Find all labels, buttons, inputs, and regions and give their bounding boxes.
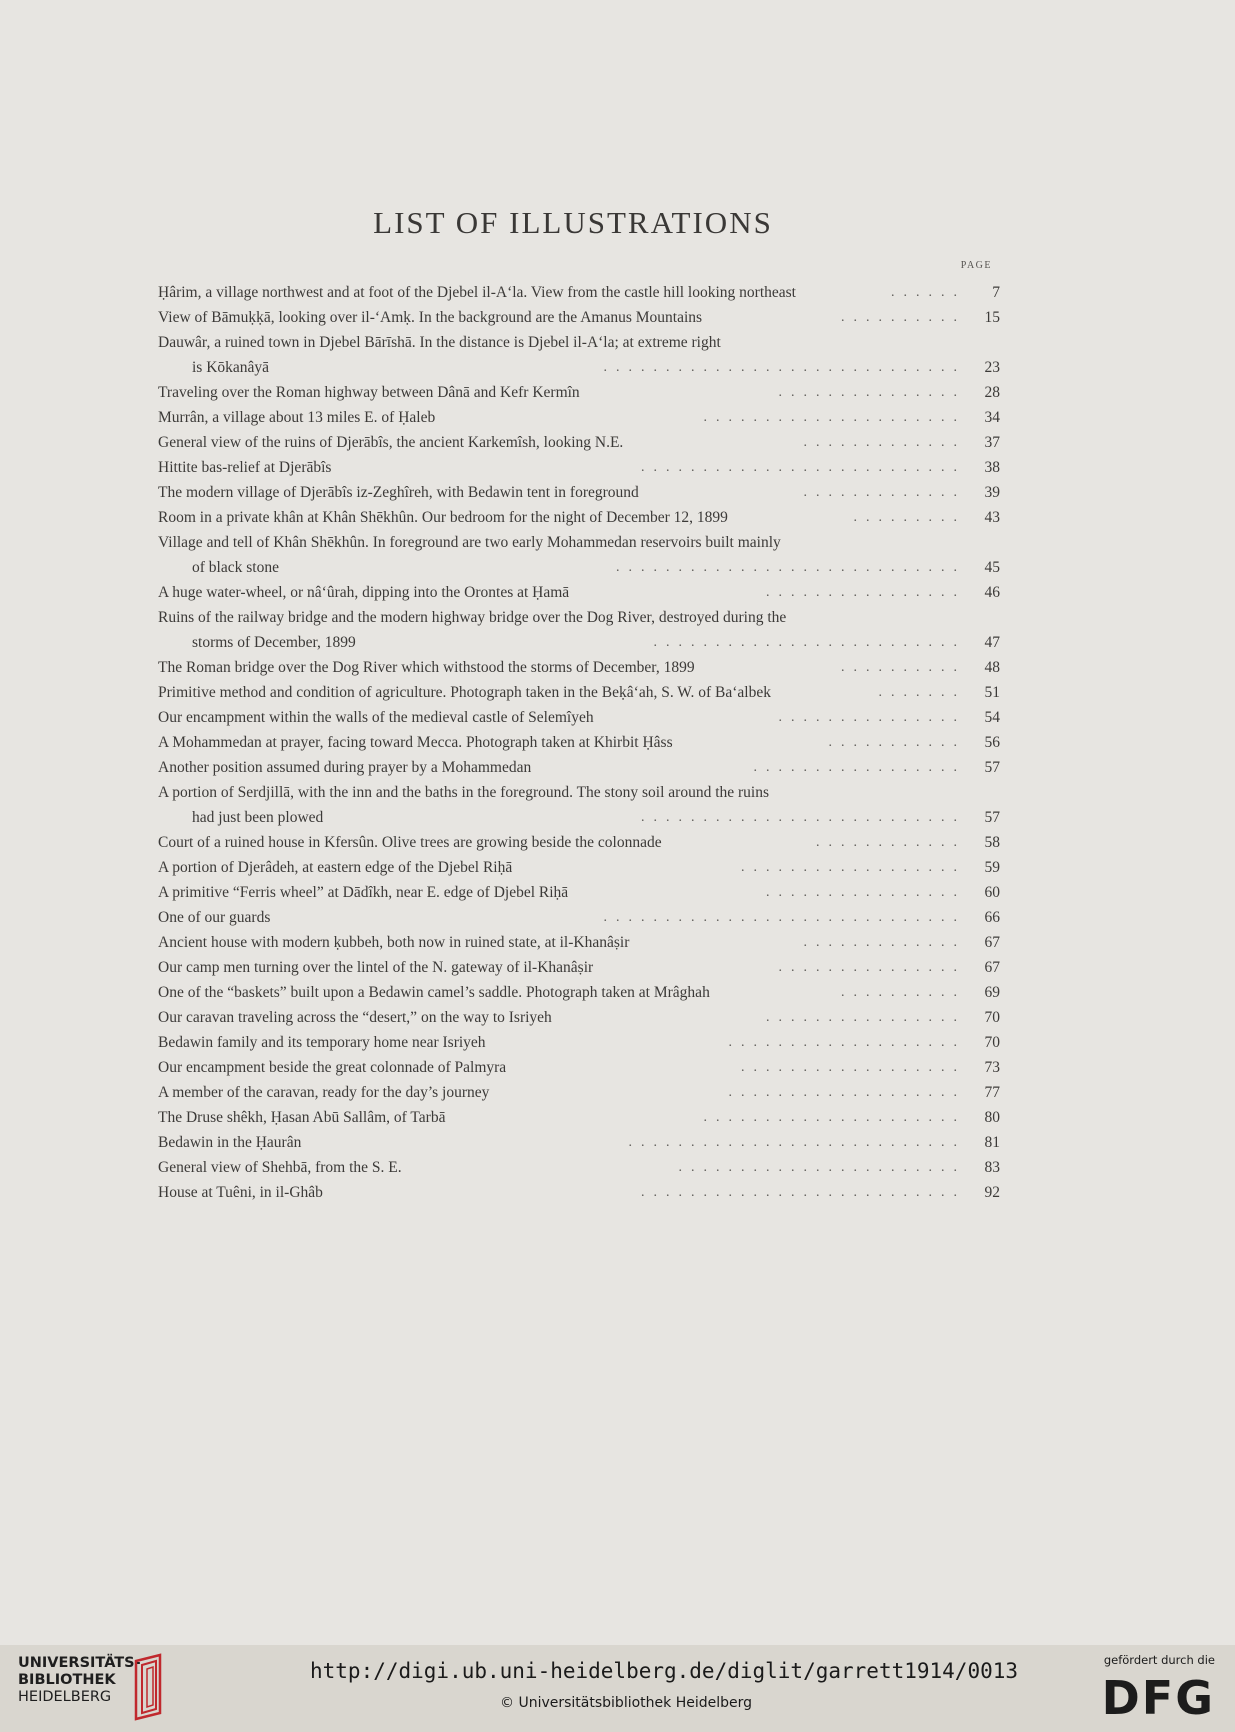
- entry-caption: [158, 1080, 1000, 1105]
- entry-page-number: 60: [984, 884, 1000, 901]
- entry-page-number: 7: [992, 284, 1000, 301]
- entry-page-number: 57: [984, 759, 1000, 776]
- dot-leader: ...........................: [628, 1135, 966, 1150]
- caption-text: Hittite bas-relief at Djerābîs: [158, 459, 332, 476]
- entry-caption: [158, 330, 1000, 355]
- caption-text: General view of Shehbā, from the S. E.: [158, 1159, 402, 1176]
- dot-leader: ..................: [741, 860, 966, 875]
- illustration-entry: [158, 955, 1000, 980]
- illustration-entry: [158, 780, 1000, 830]
- illustration-entry: [158, 830, 1000, 855]
- caption-text: Murrân, a village about 13 miles E. of Ḥaleb: [158, 409, 436, 426]
- illustration-entry: [158, 1155, 1000, 1180]
- caption-text: One of our guards: [158, 909, 271, 926]
- dot-leader: ...........: [828, 735, 966, 750]
- entry-page-number: 45: [984, 559, 1000, 576]
- illustration-entry: [158, 1180, 1000, 1205]
- entry-caption: [158, 455, 1000, 480]
- dot-leader: ................: [766, 885, 966, 900]
- dot-leader: .............: [803, 485, 966, 500]
- illustration-entry: [158, 680, 1000, 705]
- caption-text: of black stone: [192, 559, 279, 576]
- illustration-entry: [158, 430, 1000, 455]
- illustration-entry: [158, 905, 1000, 930]
- entry-page-number: 59: [984, 859, 1000, 876]
- entry-caption: [158, 605, 1000, 630]
- dot-leader: .............................: [603, 360, 966, 375]
- entry-page-number: 81: [984, 1134, 1000, 1151]
- page-column-label: PAGE: [960, 260, 992, 271]
- caption-text: The Roman bridge over the Dog River which withstood the storms of December, 1899: [158, 659, 695, 676]
- caption-text: One of the “baskets” built upon a Bedawin camel’s saddle. Photograph taken at Mrâghah: [158, 984, 710, 1001]
- illustration-entry: [158, 930, 1000, 955]
- entry-caption: [158, 780, 1000, 805]
- entry-caption: [158, 1005, 1000, 1030]
- illustrations-list: [158, 280, 1000, 1205]
- dot-leader: ...................: [728, 1035, 966, 1050]
- illustration-entry: [158, 1055, 1000, 1080]
- caption-text: The Druse shêkh, Ḥasan Abū Sallâm, of Tarbā: [158, 1109, 446, 1126]
- entry-page-number: 37: [984, 434, 1000, 451]
- dot-leader: .......................: [678, 1160, 966, 1175]
- entry-page-number: 28: [984, 384, 1000, 401]
- entry-page-number: 57: [984, 809, 1000, 826]
- library-emblem-icon: [126, 1651, 170, 1723]
- entry-caption: [158, 980, 1000, 1005]
- entry-caption: [158, 380, 1000, 405]
- dot-leader: ................: [766, 585, 966, 600]
- illustration-entry: [158, 1005, 1000, 1030]
- entry-page-number: 23: [984, 359, 1000, 376]
- entry-page-number: 54: [984, 709, 1000, 726]
- dot-leader: ..................: [741, 1060, 966, 1075]
- dot-leader: ...............: [778, 385, 966, 400]
- illustration-entry: [158, 330, 1000, 380]
- dfg-logo[interactable]: DFG: [1101, 1671, 1215, 1725]
- entry-caption: [158, 955, 1000, 980]
- dot-leader: ..........................: [641, 810, 966, 825]
- entry-page-number: 83: [984, 1159, 1000, 1176]
- dot-leader: .........: [853, 510, 966, 525]
- dot-leader: .......: [878, 685, 966, 700]
- caption-text: A portion of Serdjillā, with the inn and the baths in the foreground. The stony soil around the ruins: [158, 784, 770, 801]
- caption-text: Dauwâr, a ruined town in Djebel Bārīshā. In the distance is Djebel il-A‘la; at extreme right: [158, 334, 721, 351]
- entry-caption: [158, 580, 1000, 605]
- caption-text: Traveling over the Roman highway between Dânā and Kefr Kermîn: [158, 384, 580, 401]
- entry-page-number: 51: [984, 684, 1000, 701]
- entry-page-number: 56: [984, 734, 1000, 751]
- entry-caption-continuation: [158, 630, 1000, 655]
- permalink-url[interactable]: http://digi.ub.uni-heidelberg.de/diglit/garrett1914/0013: [310, 1659, 1019, 1683]
- caption-text: House at Tuêni, in il-Ghâb: [158, 1184, 323, 1201]
- caption-text: A huge water-wheel, or nâ‘ûrah, dipping into the Orontes at Ḥamā: [158, 584, 570, 601]
- entry-caption: [158, 755, 1000, 780]
- entry-caption: [158, 1155, 1000, 1180]
- illustration-entry: [158, 530, 1000, 580]
- library-logo[interactable]: [18, 1655, 141, 1706]
- caption-text: A member of the caravan, ready for the day’s journey: [158, 1084, 490, 1101]
- entry-caption: [158, 405, 1000, 430]
- dot-leader: .........................: [653, 635, 966, 650]
- caption-text: had just been plowed: [192, 809, 324, 826]
- dot-leader: .....................: [703, 1110, 966, 1125]
- dot-leader: ...............: [778, 710, 966, 725]
- illustration-entry: [158, 480, 1000, 505]
- page-title: LIST OF ILLUSTRATIONS: [373, 205, 773, 240]
- entry-page-number: 77: [984, 1084, 1000, 1101]
- illustration-entry: [158, 855, 1000, 880]
- entry-page-number: 73: [984, 1059, 1000, 1076]
- entry-page-number: 39: [984, 484, 1000, 501]
- entry-caption: [158, 880, 1000, 905]
- entry-caption: [158, 480, 1000, 505]
- dot-leader: .....................: [703, 410, 966, 425]
- caption-text: is Kōkanâyā: [192, 359, 270, 376]
- dot-leader: ..........: [841, 985, 966, 1000]
- entry-page-number: 70: [984, 1034, 1000, 1051]
- caption-text: The modern village of Djerābîs iz-Zeghîreh, with Bedawin tent in foreground: [158, 484, 639, 501]
- entry-page-number: 46: [984, 584, 1000, 601]
- caption-text: Our encampment beside the great colonnade of Palmyra: [158, 1059, 507, 1076]
- entry-page-number: 48: [984, 659, 1000, 676]
- entry-page-number: 70: [984, 1009, 1000, 1026]
- entry-caption: [158, 655, 1000, 680]
- dot-leader: .............: [803, 935, 966, 950]
- library-name-line3: HEIDELBERG: [18, 1689, 112, 1705]
- caption-text: Bedawin in the Ḥaurân: [158, 1134, 302, 1151]
- illustration-entry: [158, 1130, 1000, 1155]
- illustration-entry: [158, 405, 1000, 430]
- caption-text: Village and tell of Khân Shēkhûn. In foreground are two early Mohammedan reservoirs built mainly: [158, 534, 781, 551]
- entry-caption: [158, 505, 1000, 530]
- entry-caption-continuation: [158, 805, 1000, 830]
- entry-page-number: 38: [984, 459, 1000, 476]
- entry-page-number: 66: [984, 909, 1000, 926]
- caption-text: Bedawin family and its temporary home near Isriyeh: [158, 1034, 486, 1051]
- entry-caption: [158, 280, 1000, 305]
- caption-text: Ḥârim, a village northwest and at foot of the Djebel il-A‘la. View from the castle hill looking northeast: [158, 284, 796, 301]
- illustration-entry: [158, 455, 1000, 480]
- caption-text: A primitive “Ferris wheel” at Dādîkh, near E. edge of Djebel Riḥā: [158, 884, 569, 901]
- entry-caption: [158, 1130, 1000, 1155]
- entry-caption: [158, 705, 1000, 730]
- entry-page-number: 47: [984, 634, 1000, 651]
- copyright-notice: © Universitätsbibliothek Heidelberg: [500, 1695, 753, 1711]
- illustration-entry: [158, 1080, 1000, 1105]
- entry-caption: [158, 430, 1000, 455]
- library-name-line2: BIBLIOTHEK: [18, 1672, 116, 1688]
- dot-leader: ......: [891, 285, 966, 300]
- entry-page-number: 92: [984, 1184, 1000, 1201]
- illustration-entry: [158, 505, 1000, 530]
- entry-caption: [158, 1030, 1000, 1055]
- caption-text: Court of a ruined house in Kfersûn. Olive trees are growing beside the colonnade: [158, 834, 662, 851]
- caption-text: Our camp men turning over the lintel of the N. gateway of il-Khanâṣir: [158, 959, 594, 976]
- dot-leader: ................: [766, 1010, 966, 1025]
- dot-leader: ...................: [728, 1085, 966, 1100]
- caption-text: Ruins of the railway bridge and the modern highway bridge over the Dog River, destroyed during the: [158, 609, 787, 626]
- entry-page-number: 58: [984, 834, 1000, 851]
- illustration-entry: [158, 380, 1000, 405]
- caption-text: Room in a private khân at Khân Shēkhûn. Our bedroom for the night of December 12, 1899: [158, 509, 728, 526]
- illustration-entry: [158, 305, 1000, 330]
- caption-text: storms of December, 1899: [192, 634, 356, 651]
- caption-text: View of Bāmuḳḳā, looking over il-‘Amḳ. In the background are the Amanus Mountains: [158, 309, 703, 326]
- entry-caption: [158, 830, 1000, 855]
- illustration-entry: [158, 655, 1000, 680]
- funding-label: gefördert durch die: [1103, 1653, 1215, 1667]
- dot-leader: ..........: [841, 660, 966, 675]
- dot-leader: ..........................: [641, 460, 966, 475]
- entry-caption: [158, 680, 1000, 705]
- illustration-entry: [158, 580, 1000, 605]
- illustration-entry: [158, 605, 1000, 655]
- entry-caption-continuation: [158, 355, 1000, 380]
- illustration-entry: [158, 705, 1000, 730]
- entry-page-number: 67: [984, 959, 1000, 976]
- illustration-entry: [158, 755, 1000, 780]
- caption-text: A portion of Djerâdeh, at eastern edge of the Djebel Riḥā: [158, 859, 513, 876]
- dot-leader: .................: [753, 760, 966, 775]
- dot-leader: ...............: [778, 960, 966, 975]
- caption-text: A Mohammedan at prayer, facing toward Mecca. Photograph taken at Khirbit Ḥâss: [158, 734, 673, 751]
- dot-leader: ............: [816, 835, 966, 850]
- entry-page-number: 69: [984, 984, 1000, 1001]
- caption-text: Primitive method and condition of agriculture. Photograph taken in the Beḳâ‘ah, S. W. of Ba‘albek: [158, 684, 771, 701]
- entry-page-number: 80: [984, 1109, 1000, 1126]
- dot-leader: ............................: [616, 560, 966, 575]
- entry-page-number: 34: [984, 409, 1000, 426]
- illustration-entry: [158, 1105, 1000, 1130]
- illustration-entry: [158, 980, 1000, 1005]
- illustration-entry: [158, 880, 1000, 905]
- library-name-line1: UNIVERSITÄTS-: [18, 1655, 141, 1671]
- entry-caption: [158, 930, 1000, 955]
- entry-caption: [158, 1055, 1000, 1080]
- illustration-entry: [158, 280, 1000, 305]
- dot-leader: .............................: [603, 910, 966, 925]
- caption-text: Another position assumed during prayer by a Mohammedan: [158, 759, 532, 776]
- entry-page-number: 67: [984, 934, 1000, 951]
- entry-caption: [158, 1180, 1000, 1205]
- entry-caption-continuation: [158, 555, 1000, 580]
- entry-caption: [158, 530, 1000, 555]
- entry-caption: [158, 730, 1000, 755]
- entry-caption: [158, 855, 1000, 880]
- caption-text: Our encampment within the walls of the medieval castle of Selemîyeh: [158, 709, 594, 726]
- caption-text: Ancient house with modern ḳubbeh, both now in ruined state, at il-Khanâṣir: [158, 934, 630, 951]
- footer-bar: [0, 1645, 1235, 1732]
- dot-leader: ..........................: [641, 1185, 966, 1200]
- entry-page-number: 43: [984, 509, 1000, 526]
- dot-leader: ..........: [841, 310, 966, 325]
- entry-caption: [158, 905, 1000, 930]
- illustration-entry: [158, 730, 1000, 755]
- entry-caption: [158, 305, 1000, 330]
- caption-text: General view of the ruins of Djerābîs, the ancient Karkemîsh, looking N.E.: [158, 434, 624, 451]
- caption-text: Our caravan traveling across the “desert,” on the way to Isriyeh: [158, 1009, 552, 1026]
- illustration-entry: [158, 1030, 1000, 1055]
- entry-caption: [158, 1105, 1000, 1130]
- dot-leader: .............: [803, 435, 966, 450]
- entry-page-number: 15: [984, 309, 1000, 326]
